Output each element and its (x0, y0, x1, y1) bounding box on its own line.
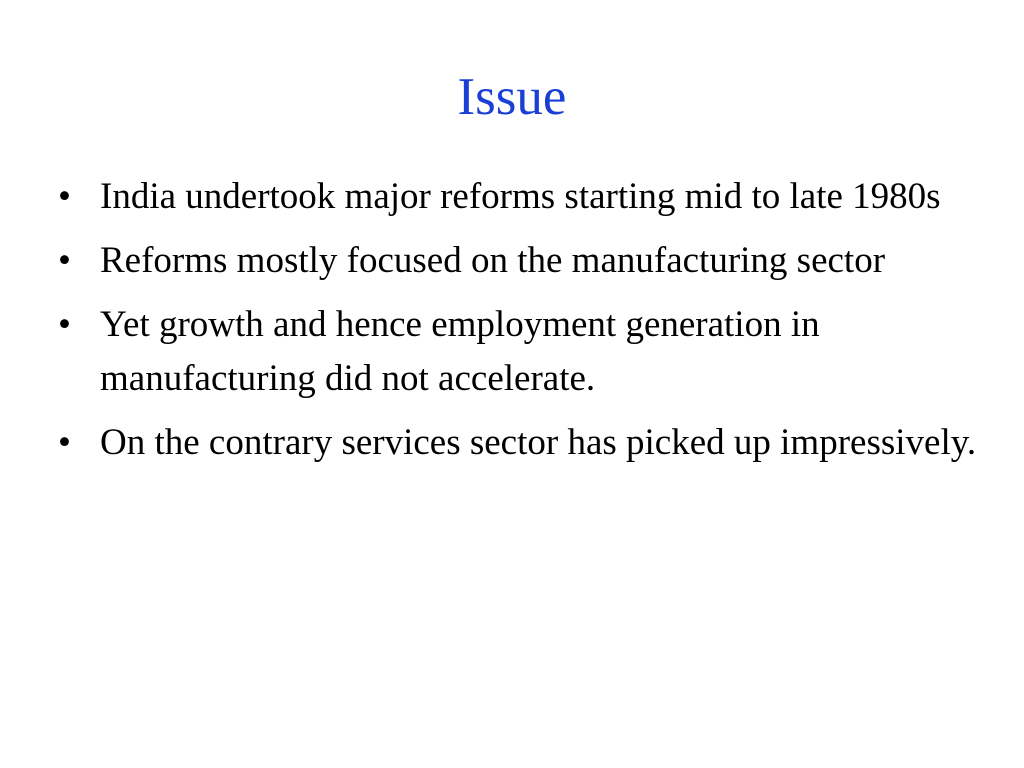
bullet-marker: • (58, 304, 71, 345)
bullet-text: On the contrary services sector has picked up impressively. (100, 422, 977, 463)
bullet-marker: • (58, 422, 71, 463)
bullet-item (58, 416, 978, 470)
bullet-item (58, 170, 978, 224)
bullet-text: Yet growth and hence employment generation in manufacturing did not accelerate. (100, 304, 820, 399)
bullet-text: India undertook major reforms starting mid to late 1980s (100, 176, 941, 217)
bullet-text: Reforms mostly focused on the manufacturing sector (100, 240, 886, 281)
bullet-marker: • (58, 240, 71, 281)
bullet-marker: • (58, 176, 71, 217)
slide-title: Issue (457, 68, 567, 126)
bullet-list (58, 170, 978, 480)
bullet-item (58, 298, 978, 406)
bullet-item (58, 234, 978, 288)
